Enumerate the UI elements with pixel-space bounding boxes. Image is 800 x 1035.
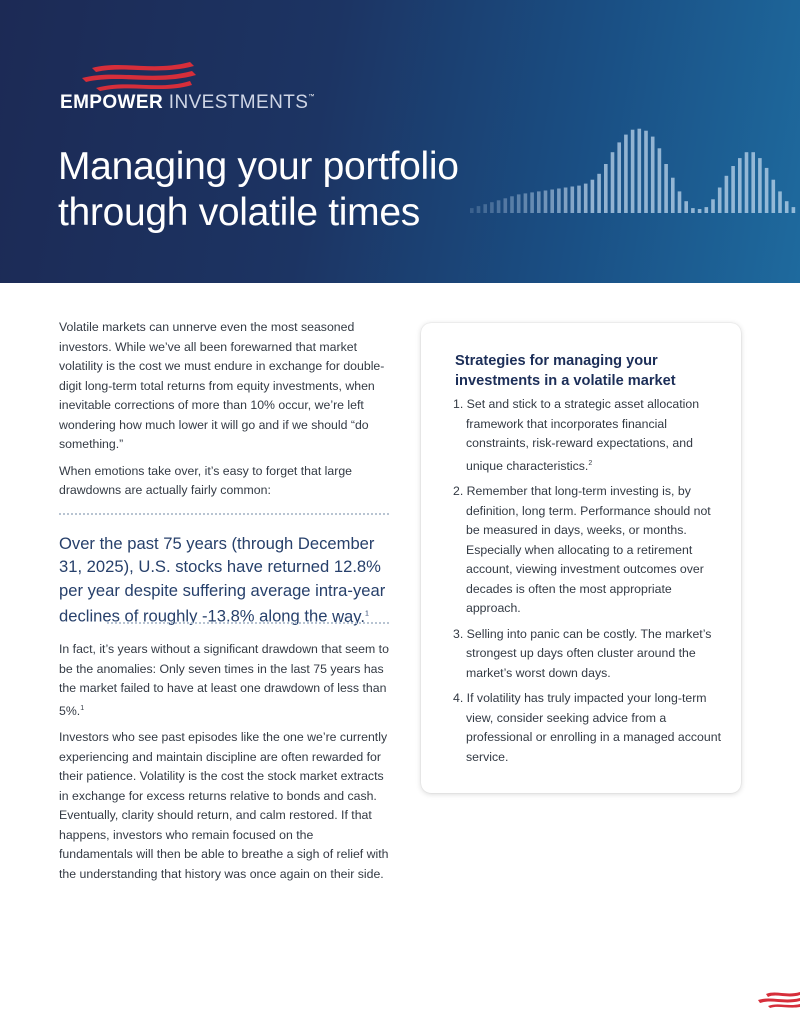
- volatility-bar: [664, 164, 668, 213]
- volatility-bar: [584, 184, 588, 213]
- volatility-bar: [483, 204, 487, 213]
- volatility-bar: [564, 188, 568, 214]
- volatility-bar: [544, 191, 548, 214]
- volatility-bar: [597, 174, 601, 213]
- footer-flag-wave-icon: [754, 990, 800, 1008]
- flag-wave-icon: [82, 60, 232, 92]
- volatility-bar: [745, 152, 749, 213]
- body-paragraph-3-footnote: 1: [80, 704, 85, 712]
- volatility-bar: [530, 192, 534, 213]
- volatility-bar: [785, 201, 789, 213]
- intro-paragraph-2: When emotions take over, it’s easy to forget that large drawdowns are actually fairly common:: [59, 463, 353, 497]
- brand-logo: [60, 60, 350, 113]
- volatility-bar: [604, 164, 608, 213]
- volatility-bar: [644, 131, 648, 213]
- volatility-bar: [577, 186, 581, 213]
- volatility-bar: [477, 206, 481, 213]
- volatility-bar: [517, 194, 521, 213]
- list-item: [453, 395, 725, 476]
- body-paragraph-3-text: In fact, it’s years without a significant drawdown that seem to be the anomalies: Only seven times in the last 75 years has the market failed to have at least one drawdown of less than 5%.: [59, 642, 389, 718]
- body-paragraph-3: [59, 640, 389, 721]
- volatility-bar: [651, 137, 655, 213]
- list-item: [453, 625, 725, 684]
- volatility-bar: [792, 207, 796, 213]
- pull-quote-bottom-divider: [107, 622, 389, 624]
- list-item: [453, 689, 725, 767]
- volatility-bars-graphic: [470, 100, 800, 220]
- pull-quote-end-word: way.: [332, 606, 365, 626]
- strategies-list: [453, 395, 725, 773]
- volatility-bar: [718, 188, 722, 214]
- volatility-bar: [678, 191, 682, 213]
- header-banner: [0, 0, 800, 283]
- list-item-text: 3. Selling into panic can be costly. The market’s strongest up days often cluster around the market’s worst down days.: [453, 626, 712, 680]
- volatility-bar: [725, 176, 729, 213]
- intro-paragraph-1: Volatile markets can unnerve even the most seasoned investors. While we’ve all been forewarned that market volatility is the cost we must endure in exchange for double-digit long-term total returns from equity investments, when inevitable corrections of more than 10% occur, we’re left wondering how much lower it will go and if we should “do something.”: [59, 320, 385, 451]
- volatility-bar: [497, 200, 501, 213]
- volatility-bar: [731, 166, 735, 213]
- brand-name-light: INVESTMENTS: [168, 92, 309, 113]
- volatility-bar: [638, 129, 642, 213]
- pull-quote-main: Over the past 75 years (through December 31, 2025), U.S. stocks have returned 12.8% per year despite suffering average intra-year declines of roughly -13.8% along the: [59, 533, 386, 626]
- volatility-bar: [510, 196, 514, 213]
- volatility-bar: [504, 198, 508, 213]
- list-item-text: 2. Remember that long-term investing is, by definition, long term. Performance should not be measured in days, weeks, or months. Especially when allocating to a retirement account, viewing investment outcomes over decades is often the most appropriate approach.: [453, 484, 711, 616]
- brand-wordmark: [60, 92, 315, 114]
- pull-quote-text: [59, 532, 389, 629]
- volatility-bar: [684, 201, 688, 213]
- volatility-bar: [490, 202, 494, 213]
- body-paragraph-4: Investors who see past episodes like the one we’re currently experiencing and maintain discipline are often rewarded for their patience. Volatility is the cost the stock market extracts in exchange for excess returns relative to bonds and cash. Eventually, clarity should return, and calm restored. If that happens, investors who remain focused on the fundamentals will then be able to breathe a sigh of relief with the understanding that history was once again on their side.: [59, 730, 389, 881]
- title-line-1: Managing your portfolio: [58, 145, 459, 188]
- list-item-text: 4. If volatility has truly impacted your long-term view, consider seeking advice from a professional or enrolling in a managed account service.: [453, 691, 721, 764]
- sidebar-title: Strategies for managing your investments in a volatile market: [455, 353, 676, 389]
- volatility-bar: [698, 209, 702, 213]
- list-item-footnote: 2: [588, 459, 593, 467]
- volatility-bar: [617, 142, 621, 213]
- strategies-sidebar: [421, 323, 741, 793]
- brand-name-bold: EMPOWER: [60, 92, 164, 113]
- pull-quote-footnote: 1: [364, 610, 369, 617]
- volatility-bar: [778, 191, 782, 213]
- list-item-text: 1. Set and stick to a strategic asset allocation framework that incorporates financial constraints, risk-reward expectations, and unique characteristics.: [453, 397, 700, 473]
- volatility-bar: [751, 152, 755, 213]
- volatility-bar: [671, 178, 675, 213]
- volatility-bar: [758, 158, 762, 213]
- title-line-2: through volatile times: [58, 191, 420, 234]
- volatility-bar: [524, 193, 528, 213]
- volatility-bar: [571, 187, 575, 214]
- volatility-bar: [772, 180, 776, 213]
- volatility-bar: [550, 190, 554, 214]
- volatility-bar: [711, 199, 715, 213]
- volatility-bar: [557, 189, 561, 214]
- volatility-bar: [624, 135, 628, 213]
- list-item: [453, 482, 725, 619]
- volatility-bar: [658, 148, 662, 213]
- volatility-bar: [537, 191, 541, 213]
- trademark-symbol: ™: [308, 94, 315, 100]
- pull-quote-top-divider: [59, 513, 389, 515]
- volatility-bar: [705, 207, 709, 213]
- volatility-bar: [738, 158, 742, 213]
- volatility-bar: [470, 208, 474, 213]
- volatility-bar: [691, 208, 695, 213]
- volatility-bar: [591, 180, 595, 213]
- pull-quote: [59, 513, 389, 629]
- volatility-bar: [765, 168, 769, 213]
- main-column: [59, 318, 389, 891]
- page-title: [58, 144, 459, 236]
- volatility-bar: [631, 130, 635, 213]
- volatility-bar: [611, 152, 615, 213]
